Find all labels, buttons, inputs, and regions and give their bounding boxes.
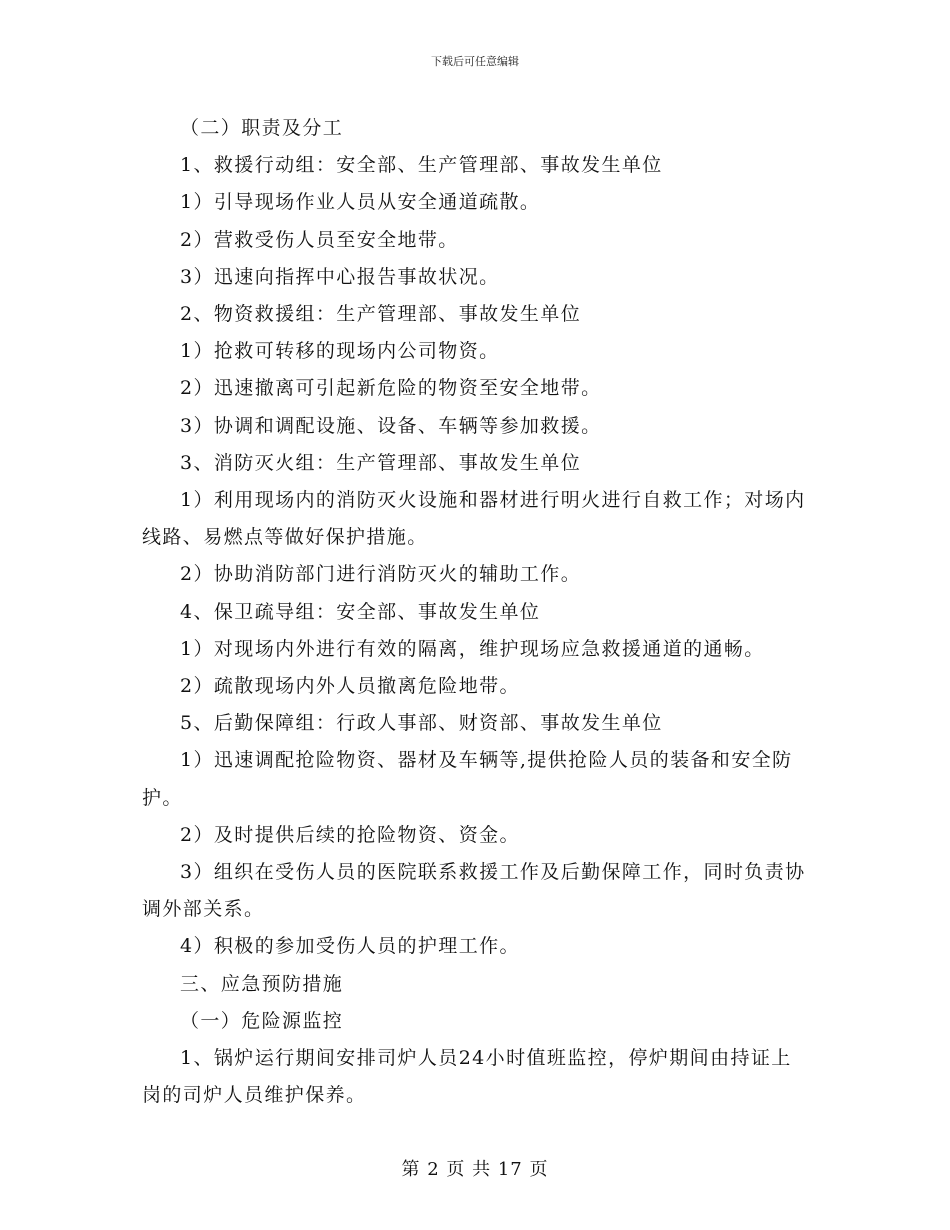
- paragraph: 2）迅速撤离可引起新危险的物资至安全地带。: [180, 377, 602, 400]
- paragraph: 2）及时提供后续的抢险物资、资金。: [180, 823, 520, 846]
- paragraph: 2）营救受伤人员至安全地带。: [180, 228, 459, 251]
- paragraph: 3、消防灭火组：生产管理部、事故发生单位: [180, 451, 582, 474]
- paragraph: 2、物资救援组：生产管理部、事故发生单位: [180, 303, 582, 326]
- paragraph: 3）组织在受伤人员的医院联系救援工作及后勤保障工作，同时负责协调外部关系。: [142, 861, 806, 921]
- paragraph: 2）协助消防部门进行消防灭火的辅助工作。: [180, 563, 582, 586]
- paragraph: 3）迅速向指挥中心报告事故状况。: [180, 265, 500, 288]
- paragraph: 5、后勤保障组：行政人事部、财资部、事故发生单位: [180, 712, 663, 735]
- paragraph: 1）对现场内外进行有效的隔离，维护现场应急救援通道的通畅。: [180, 637, 765, 660]
- section-heading-prevention: 三、应急预防措施: [180, 972, 344, 995]
- paragraph: 1）迅速调配抢险物资、器材及车辆等,提供抢险人员的装备和安全防护。: [142, 749, 793, 809]
- page-footer-page-number: 第 2 页 共 17 页: [401, 1159, 549, 1180]
- paragraph: 1）利用现场内的消防灭火设施和器材进行明火进行自救工作；对场内线路、易燃点等做好保护措施。: [142, 489, 806, 549]
- paragraph: 1、救援行动组：安全部、生产管理部、事故发生单位: [180, 154, 663, 177]
- paragraph: 2）疏散现场内外人员撤离危险地带。: [180, 675, 520, 698]
- paragraph: 1）抢救可转移的现场内公司物资。: [180, 340, 500, 363]
- paragraph: 4）积极的参加受伤人员的护理工作。: [180, 935, 520, 958]
- paragraph: 4、保卫疏导组：安全部、事故发生单位: [180, 600, 541, 623]
- paragraph: 1）引导现场作业人员从安全通道疏散。: [180, 191, 541, 214]
- page-header: 下载后可任意编辑: [431, 55, 519, 68]
- document-body: [142, 110, 812, 1114]
- section-heading-duties: （二）职责及分工: [180, 117, 344, 139]
- paragraph: 1、锅炉运行期间安排司炉人员24小时值班监控，停炉期间由持证上岗的司炉人员维护保养。: [142, 1047, 792, 1107]
- paragraph: 3）协调和调配设施、设备、车辆等参加救援。: [180, 414, 602, 437]
- section-heading-hazard-monitoring: （一）危险源监控: [180, 1009, 344, 1032]
